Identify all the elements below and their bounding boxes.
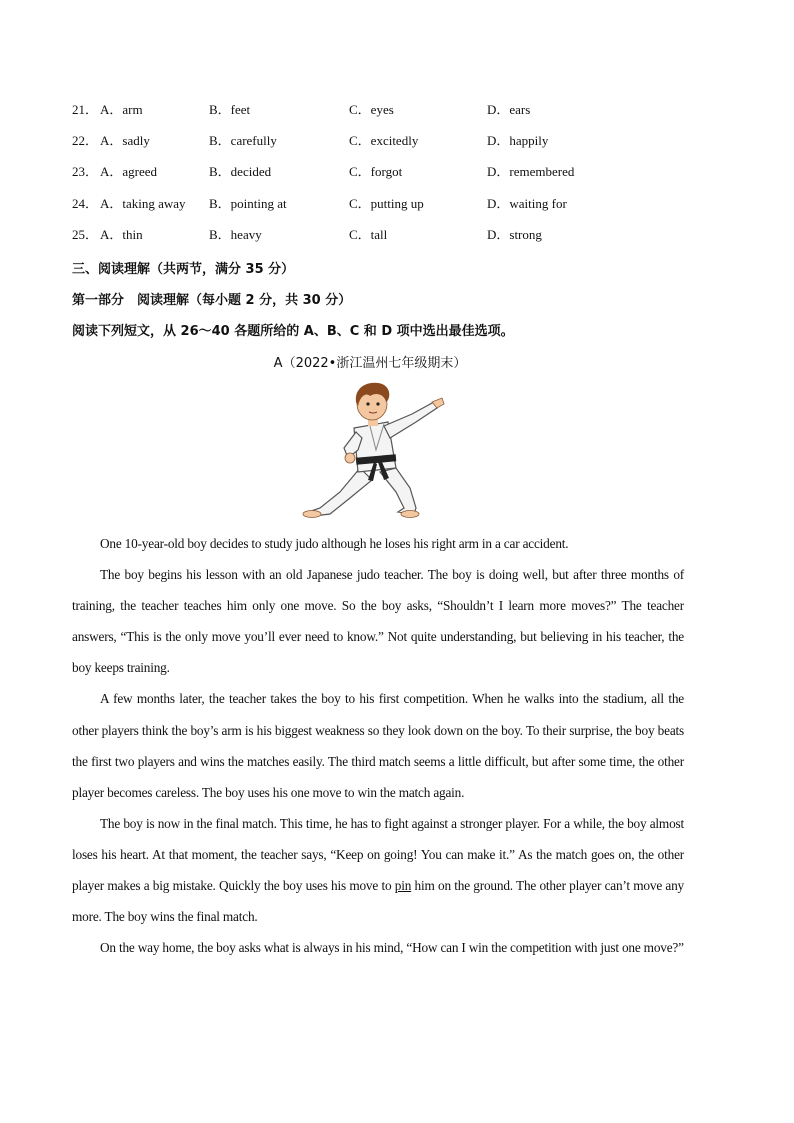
paragraph-4 (72, 808, 684, 932)
question-number: 23． (72, 164, 99, 180)
paragraph-5: On the way home, the boy asks what is always in his mind, “How can I win the competition with just one move?” (100, 940, 684, 956)
option-b: B．feet (209, 102, 251, 117)
option-d: D．happily (487, 133, 549, 149)
option-c: C．tall (349, 226, 388, 242)
question-25-options (72, 225, 712, 256)
instruction-text: 阅读下列短文，从 26～40 各题所给的 A、B、C 和 D 项中选出最佳选项。 (72, 324, 514, 339)
paragraph-2: The boy begins his lesson with an old Japanese judo teacher. The boy is doing well, but after three months of training, the teacher teaches him only one move. So the boy asks, “Shouldn’t I learn more moves?” The teacher answers, “This is the only move you’ll ever need to know.” Not quite understanding, but believing in his teacher, the boy keeps training. (72, 567, 684, 676)
underlined-word: pin (394, 878, 412, 894)
section-title: 三、阅读理解（共两节，满分 35 分） (72, 262, 295, 277)
option-a: A．sadly (100, 133, 150, 149)
paragraph-4-text-before: The boy is now in the final match. This time, he has to fight against a stronger player. For a while, the boy almost loses his heart. At that moment, the teacher says, “Keep on going! You can make it.” As the match goes on, the other player makes a big mistake. Quickly the boy uses his move to (72, 815, 684, 894)
answer-options (72, 100, 712, 256)
option-c: C．excitedly (349, 133, 419, 149)
question-number: 25． (72, 226, 99, 242)
question-23-options (72, 162, 712, 193)
option-c: C．putting up (349, 195, 424, 211)
passage-source: A（2022•浙江温州七年级期末） (273, 356, 467, 371)
paragraph-3: A few months later, the teacher takes the boy to his first competition. When he walks into the stadium, all the other players think the boy’s arm is his biggest weakness so they look down on the boy. To their surprise, the boy beats the first two players and wins the matches easily. The third match seems a little difficult, but after some time, the other player becomes careless. The boy uses his one move to win the match again. (72, 691, 684, 800)
question-22-options (72, 131, 712, 162)
option-a: A．agreed (100, 164, 158, 180)
reading-passage (72, 528, 684, 963)
question-24-options (72, 194, 712, 225)
option-a: A．arm (100, 102, 143, 117)
option-c: C．forgot (349, 164, 403, 180)
karate-boy-illustration (300, 380, 450, 520)
question-number: 22． (72, 133, 99, 149)
option-d: D．remembered (487, 164, 575, 180)
option-b: B．heavy (209, 226, 262, 242)
option-a: A．taking away (100, 195, 186, 211)
option-b: B．decided (209, 164, 272, 180)
option-b: B．pointing at (209, 195, 287, 211)
karate-boy-icon (300, 380, 450, 520)
question-number: 21． (72, 102, 99, 117)
option-a: A．thin (100, 226, 143, 242)
question-21-options (72, 100, 712, 131)
paragraph-1: One 10-year-old boy decides to study judo although he loses his right arm in a car accident. (100, 536, 569, 551)
paragraph-4-text-after: him on the ground. The other player can’t move any more. The boy wins the final match. (72, 878, 684, 925)
question-number: 24． (72, 195, 99, 211)
option-c: C．eyes (349, 102, 394, 117)
option-b: B．carefully (209, 133, 277, 149)
option-d: D．ears (487, 102, 531, 117)
option-d: D．strong (487, 226, 542, 242)
part-title: 第一部分 阅读理解（每小题 2 分，共 30 分） (72, 293, 352, 308)
option-d: D．waiting for (487, 195, 567, 211)
